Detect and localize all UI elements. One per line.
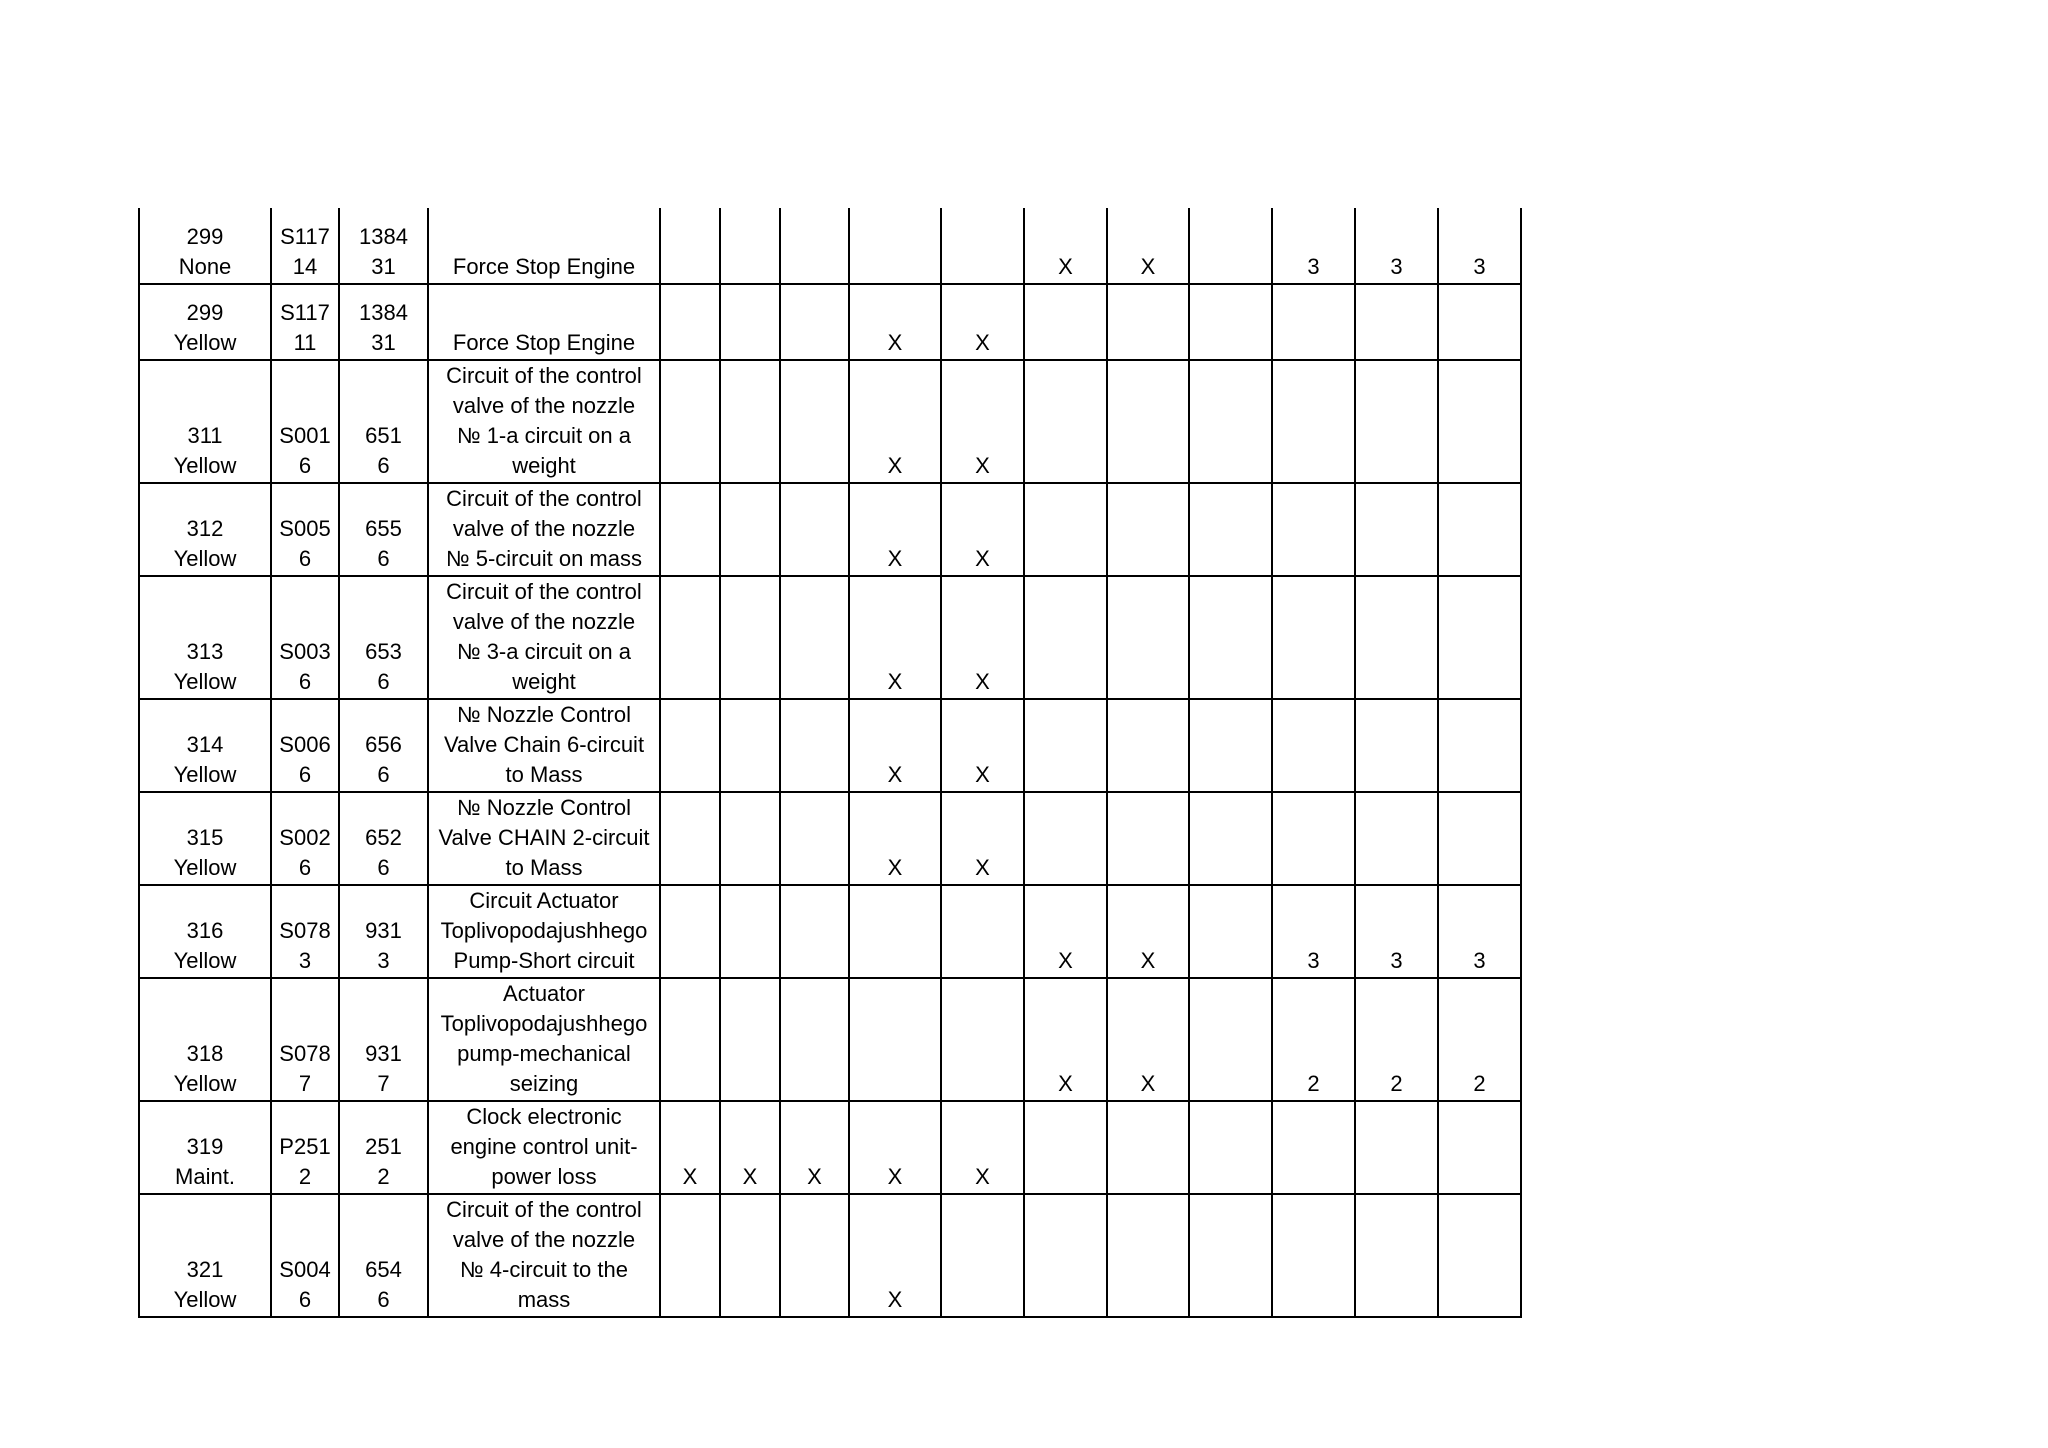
description-line: № 1-a circuit on a — [456, 423, 631, 448]
description-line: to Mass — [505, 762, 583, 787]
mark-cell — [1189, 483, 1272, 576]
mark-cell — [1024, 576, 1107, 699]
description-line: Toplivopodajushhego — [440, 918, 648, 943]
description-line: mass — [517, 1287, 571, 1312]
spn-cell — [339, 1194, 428, 1317]
spn-cell — [339, 699, 428, 792]
row-number-cell — [139, 1194, 271, 1317]
fault-code-line: S003 — [279, 639, 331, 664]
row-number-cell — [139, 284, 271, 360]
mark-cell — [1272, 1194, 1355, 1317]
spn-line: 6 — [377, 546, 390, 571]
mark-cell: X — [1107, 208, 1189, 284]
fault-code-cell — [271, 699, 339, 792]
spn-line: 6 — [377, 1287, 390, 1312]
spn-cell — [339, 978, 428, 1101]
mark-cell — [1438, 699, 1521, 792]
table-row — [139, 1194, 1521, 1317]
mark-cell — [780, 483, 849, 576]
mark-cell: 3 — [1438, 208, 1521, 284]
mark-cell — [660, 576, 720, 699]
fault-code-cell — [271, 792, 339, 885]
fault-code-line: 2 — [298, 1164, 312, 1189]
spn-cell — [339, 360, 428, 483]
mark-cell — [1189, 284, 1272, 360]
mark-cell — [1272, 792, 1355, 885]
mark-cell: X — [941, 483, 1024, 576]
mark-cell — [1355, 1101, 1438, 1194]
row-number-cell — [139, 885, 271, 978]
description-line: Clock electronic — [466, 1104, 622, 1129]
spn-line: 654 — [365, 1257, 402, 1282]
description-cell — [428, 576, 660, 699]
spn-line: 2 — [377, 1164, 390, 1189]
description-line: weight — [512, 669, 576, 694]
description-line: valve of the nozzle — [452, 609, 636, 634]
spn-line: 653 — [365, 639, 402, 664]
mark-cell — [780, 208, 849, 284]
spn-cell — [339, 576, 428, 699]
mark-cell: X — [849, 792, 941, 885]
fault-code-cell — [271, 1101, 339, 1194]
fault-code-line: S005 — [279, 516, 331, 541]
row-number-line: Yellow — [173, 669, 237, 694]
row-number-cell — [139, 978, 271, 1101]
fault-code-line: 6 — [298, 762, 312, 787]
mark-cell: X — [941, 1101, 1024, 1194]
mark-cell — [720, 978, 780, 1101]
description-line: № Nozzle Control — [457, 702, 631, 727]
mark-cell: X — [941, 699, 1024, 792]
spn-line: 6 — [377, 855, 390, 880]
fault-code-line: 6 — [298, 546, 312, 571]
mark-cell: X — [660, 1101, 720, 1194]
row-number-line: Yellow — [173, 1287, 237, 1312]
table-body — [139, 208, 1521, 1317]
mark-cell — [780, 360, 849, 483]
row-number-line: 299 — [186, 224, 224, 249]
mark-cell: X — [1024, 978, 1107, 1101]
mark-cell — [720, 208, 780, 284]
row-number-line: 315 — [186, 825, 224, 850]
description-line: pump-mechanical — [457, 1041, 631, 1066]
mark-cell — [660, 699, 720, 792]
fault-code-line: 14 — [292, 254, 318, 279]
table-row — [139, 576, 1521, 699]
spn-line: 6 — [377, 453, 390, 478]
mark-cell — [1355, 360, 1438, 483]
mark-cell — [1107, 699, 1189, 792]
description-cell — [428, 360, 660, 483]
spn-line: 931 — [365, 918, 402, 943]
mark-cell — [849, 208, 941, 284]
mark-cell: X — [941, 576, 1024, 699]
mark-cell: X — [849, 284, 941, 360]
row-number-line: None — [178, 254, 232, 279]
mark-cell — [1189, 885, 1272, 978]
row-number-cell — [139, 483, 271, 576]
mark-cell — [1024, 699, 1107, 792]
row-number-line: 299 — [186, 300, 224, 325]
mark-cell: 2 — [1272, 978, 1355, 1101]
mark-cell — [1438, 576, 1521, 699]
spn-line: 31 — [371, 330, 396, 355]
mark-cell — [1024, 360, 1107, 483]
description-line: Pump-Short circuit — [453, 948, 635, 973]
description-line: power loss — [491, 1164, 597, 1189]
mark-cell — [1272, 576, 1355, 699]
mark-cell — [1107, 576, 1189, 699]
fault-code-line: 11 — [293, 330, 317, 355]
description-line: Circuit of the control — [446, 486, 642, 511]
description-line: Force Stop Engine — [452, 254, 636, 279]
row-number-line: 312 — [186, 516, 224, 541]
mark-cell — [780, 1194, 849, 1317]
spn-line: 652 — [365, 825, 402, 850]
mark-cell — [660, 284, 720, 360]
row-number-cell — [139, 360, 271, 483]
mark-cell — [1189, 360, 1272, 483]
mark-cell — [780, 978, 849, 1101]
spn-line: 3 — [377, 948, 390, 973]
description-cell — [428, 483, 660, 576]
description-line: seizing — [509, 1071, 579, 1096]
mark-cell: X — [1024, 885, 1107, 978]
description-cell — [428, 885, 660, 978]
spn-line: 31 — [371, 254, 396, 279]
description-cell — [428, 1194, 660, 1317]
description-line: Circuit of the control — [446, 1197, 642, 1222]
mark-cell — [660, 978, 720, 1101]
spn-line: 6 — [377, 762, 390, 787]
mark-cell — [1107, 1101, 1189, 1194]
mark-cell — [941, 978, 1024, 1101]
row-number-line: 318 — [186, 1041, 224, 1066]
mark-cell — [1024, 1101, 1107, 1194]
description-line: № 4-circuit to the — [460, 1257, 628, 1282]
table-row — [139, 360, 1521, 483]
mark-cell — [720, 576, 780, 699]
fault-code-cell — [271, 576, 339, 699]
description-line: Circuit Actuator — [469, 888, 619, 913]
fault-code-cell — [271, 208, 339, 284]
spn-line: 656 — [365, 732, 402, 757]
mark-cell — [1272, 284, 1355, 360]
mark-cell — [1355, 483, 1438, 576]
row-number-line: 319 — [186, 1134, 224, 1159]
description-line: Force Stop Engine — [452, 330, 636, 355]
mark-cell — [1272, 483, 1355, 576]
fault-code-cell — [271, 885, 339, 978]
row-number-line: Yellow — [173, 453, 237, 478]
mark-cell — [1107, 360, 1189, 483]
description-line: weight — [512, 453, 576, 478]
table-row — [139, 978, 1521, 1101]
mark-cell — [941, 208, 1024, 284]
mark-cell: 2 — [1438, 978, 1521, 1101]
fault-code-line: S004 — [279, 1257, 331, 1282]
fault-code-line: S078 — [279, 918, 331, 943]
row-number-line: Yellow — [173, 546, 237, 571]
mark-cell: X — [1024, 208, 1107, 284]
fault-code-cell — [271, 483, 339, 576]
row-number-line: Yellow — [173, 330, 237, 355]
fault-code-line: 3 — [298, 948, 312, 973]
mark-cell — [1272, 1101, 1355, 1194]
mark-cell: 2 — [1355, 978, 1438, 1101]
mark-cell — [660, 885, 720, 978]
mark-cell — [1189, 699, 1272, 792]
fault-code-line: S117 — [280, 300, 330, 325]
mark-cell — [720, 360, 780, 483]
mark-cell — [1355, 1194, 1438, 1317]
mark-cell — [1189, 792, 1272, 885]
fault-code-table — [138, 208, 1522, 1318]
description-cell — [428, 1101, 660, 1194]
row-number-line: 313 — [186, 639, 224, 664]
description-cell — [428, 978, 660, 1101]
row-number-line: 314 — [186, 732, 224, 757]
mark-cell: 3 — [1355, 208, 1438, 284]
mark-cell: X — [849, 483, 941, 576]
table-row — [139, 792, 1521, 885]
mark-cell — [780, 885, 849, 978]
spn-line: 655 — [365, 516, 402, 541]
mark-cell — [720, 284, 780, 360]
description-cell — [428, 792, 660, 885]
row-number-line: 316 — [186, 918, 224, 943]
spn-line: 251 — [365, 1134, 402, 1159]
mark-cell — [780, 284, 849, 360]
mark-cell: X — [1107, 885, 1189, 978]
fault-code-line: 6 — [298, 669, 312, 694]
mark-cell: X — [1107, 978, 1189, 1101]
spn-line: 1384 — [359, 224, 408, 249]
mark-cell: X — [849, 360, 941, 483]
mark-cell — [849, 885, 941, 978]
description-line: № 3-a circuit on a — [456, 639, 631, 664]
fault-code-line: S117 — [280, 224, 330, 249]
mark-cell: X — [849, 699, 941, 792]
row-number-cell — [139, 576, 271, 699]
mark-cell — [720, 483, 780, 576]
mark-cell — [780, 792, 849, 885]
fault-code-line: 6 — [298, 453, 312, 478]
mark-cell — [720, 1194, 780, 1317]
fault-code-line: 6 — [298, 855, 312, 880]
mark-cell — [660, 792, 720, 885]
table-row — [139, 483, 1521, 576]
row-number-line: Yellow — [173, 948, 237, 973]
row-number-line: 321 — [186, 1257, 224, 1282]
description-cell — [428, 284, 660, 360]
mark-cell: X — [720, 1101, 780, 1194]
mark-cell — [660, 208, 720, 284]
table-row — [139, 208, 1521, 284]
spn-line: 6 — [377, 669, 390, 694]
mark-cell — [1355, 792, 1438, 885]
mark-cell — [1438, 1101, 1521, 1194]
mark-cell — [1438, 792, 1521, 885]
fault-code-cell — [271, 284, 339, 360]
mark-cell — [1355, 699, 1438, 792]
fault-code-cell — [271, 360, 339, 483]
fault-code-cell — [271, 1194, 339, 1317]
mark-cell: X — [849, 1194, 941, 1317]
mark-cell: 3 — [1272, 208, 1355, 284]
mark-cell — [660, 360, 720, 483]
row-number-line: Yellow — [173, 1071, 237, 1096]
spn-cell — [339, 1101, 428, 1194]
fault-code-line: 6 — [298, 1287, 312, 1312]
row-number-cell — [139, 699, 271, 792]
mark-cell — [1107, 1194, 1189, 1317]
mark-cell: X — [941, 792, 1024, 885]
description-line: valve of the nozzle — [452, 1227, 636, 1252]
description-line: Valve Chain 6-circuit — [443, 732, 645, 757]
row-number-cell — [139, 208, 271, 284]
spn-line: 651 — [365, 423, 402, 448]
mark-cell — [1189, 208, 1272, 284]
description-cell — [428, 208, 660, 284]
mark-cell — [1024, 284, 1107, 360]
mark-cell — [1438, 483, 1521, 576]
spn-cell — [339, 208, 428, 284]
fault-code-line: S006 — [279, 732, 331, 757]
description-cell — [428, 699, 660, 792]
mark-cell: 3 — [1438, 885, 1521, 978]
row-number-line: Yellow — [173, 762, 237, 787]
row-number-cell — [139, 1101, 271, 1194]
table-row — [139, 699, 1521, 792]
mark-cell — [1355, 284, 1438, 360]
description-line: Actuator — [503, 981, 585, 1006]
description-line: engine control unit- — [450, 1134, 638, 1159]
description-line: to Mass — [505, 855, 583, 880]
mark-cell — [1107, 284, 1189, 360]
table-row — [139, 1101, 1521, 1194]
fault-code-line: S001 — [279, 423, 331, 448]
spn-line: 1384 — [359, 300, 408, 325]
mark-cell — [1438, 1194, 1521, 1317]
fault-code-line: 7 — [298, 1071, 312, 1096]
mark-cell — [660, 483, 720, 576]
mark-cell — [1438, 360, 1521, 483]
spn-cell — [339, 284, 428, 360]
mark-cell — [720, 699, 780, 792]
row-number-line: Yellow — [173, 855, 237, 880]
description-line: Circuit of the control — [446, 363, 642, 388]
mark-cell — [1107, 483, 1189, 576]
description-line: № Nozzle Control — [457, 795, 631, 820]
mark-cell: X — [941, 284, 1024, 360]
description-line: Valve CHAIN 2-circuit — [438, 825, 650, 850]
mark-cell — [1438, 284, 1521, 360]
fault-code-line: P251 — [279, 1134, 331, 1159]
mark-cell — [1024, 792, 1107, 885]
row-number-line: Maint. — [175, 1164, 235, 1189]
mark-cell — [1189, 978, 1272, 1101]
mark-cell — [1189, 576, 1272, 699]
mark-cell — [780, 576, 849, 699]
mark-cell — [941, 885, 1024, 978]
mark-cell: X — [849, 1101, 941, 1194]
fault-code-line: S078 — [279, 1041, 331, 1066]
mark-cell — [1272, 699, 1355, 792]
spn-cell — [339, 885, 428, 978]
table-row — [139, 885, 1521, 978]
mark-cell — [849, 978, 941, 1101]
spn-cell — [339, 483, 428, 576]
mark-cell: X — [849, 576, 941, 699]
mark-cell — [720, 885, 780, 978]
mark-cell — [1024, 1194, 1107, 1317]
description-line: № 5-circuit on mass — [446, 546, 642, 571]
mark-cell — [941, 1194, 1024, 1317]
mark-cell: 3 — [1355, 885, 1438, 978]
mark-cell — [660, 1194, 720, 1317]
spn-cell — [339, 792, 428, 885]
mark-cell — [720, 792, 780, 885]
description-line: Circuit of the control — [446, 579, 642, 604]
mark-cell: X — [780, 1101, 849, 1194]
mark-cell — [1272, 360, 1355, 483]
row-number-cell — [139, 792, 271, 885]
mark-cell — [1189, 1194, 1272, 1317]
mark-cell: X — [941, 360, 1024, 483]
spn-line: 7 — [377, 1071, 390, 1096]
mark-cell — [1189, 1101, 1272, 1194]
mark-cell — [1107, 792, 1189, 885]
description-line: valve of the nozzle — [452, 393, 636, 418]
description-line: Toplivopodajushhego — [440, 1011, 648, 1036]
row-number-line: 311 — [187, 423, 223, 448]
mark-cell — [1355, 576, 1438, 699]
table-row — [139, 284, 1521, 360]
mark-cell — [780, 699, 849, 792]
mark-cell: 3 — [1272, 885, 1355, 978]
spn-line: 931 — [365, 1041, 402, 1066]
mark-cell — [1024, 483, 1107, 576]
fault-code-cell — [271, 978, 339, 1101]
fault-code-line: S002 — [279, 825, 331, 850]
description-line: valve of the nozzle — [452, 516, 636, 541]
